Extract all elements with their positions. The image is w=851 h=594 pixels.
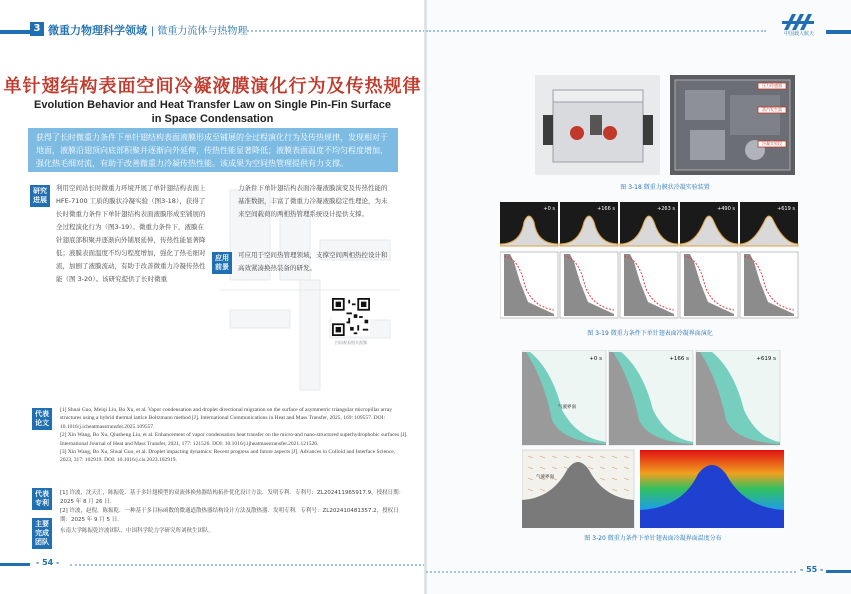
qr-caption: 扫码观看相关视频 bbox=[335, 340, 367, 345]
patent-item: [2] 许波，赵倪，陈振乾．一种基于多目标函数的微通道散热器结构设计方法及散热器．发明专利．专利号：ZL202410481357.2，授权日期：2025 年 9 月 5 日． bbox=[60, 508, 399, 523]
fig19-time-label: +166 s bbox=[597, 206, 615, 212]
references-list bbox=[60, 406, 408, 465]
fig19-time-label: +619 s bbox=[777, 206, 795, 212]
fig19-panel bbox=[500, 202, 800, 322]
fig19-time-label: +490 s bbox=[717, 206, 735, 212]
header-dotted-rule bbox=[240, 30, 425, 34]
chapter-number: 3 bbox=[30, 22, 44, 36]
fig19-time-label: +0 s bbox=[543, 206, 555, 212]
fig18-interior-photo bbox=[670, 75, 795, 175]
fig18-caption: 图 3-18 微重力膜状冷凝实验装置 bbox=[620, 184, 710, 191]
article-title-en-line1: Evolution Behavior and Heat Transfer Law on Single Pin-Fin Surface bbox=[34, 99, 391, 111]
abstract-box: 获得了长时微重力条件下单针翅结构表面液膜形成至铺展的全过程演化行为及传热规律，发现相对于地面，液膜沿翅顶向底部积聚并逐渐向外延伸，传热性能显著降低；液膜表面温度不均匀程度增加，强化热毛细对流，有助于改善微重力冷凝传热性能。该成果为空间热管理提供有力支撑。 bbox=[28, 128, 398, 172]
fig20-gas-liquid-label-2: 气液界面 bbox=[536, 475, 554, 480]
fig19-time-label: +263 s bbox=[657, 206, 675, 212]
page-number-left: - 54 - bbox=[36, 558, 60, 567]
application-tag: 应用前景 bbox=[212, 252, 232, 274]
header-accent-bar-right bbox=[826, 30, 851, 34]
fig20-gas-liquid-label: 气液界面 bbox=[558, 405, 576, 410]
progress-text-continued: 力条件下单针翅结构表面冷凝液膜演变及传热性能的基准数据，丰富了微重力冷凝液膜稳定性理论，为未来空间载荷的两相热管理系统设计提供支撑。 bbox=[238, 184, 388, 218]
reference-item: [2] Xin Wang, Bo Xu, Qiusheng Liu, et al. Enhancement of vapor condensation heat transfer on the micro-and nano-structured superhydrophobic surfaces [J]. International Journal of Heat and Mass Transfer, 2021, 177: 121526. DOI: 10.1016/j.ijheatmasstransfer.2021.121526. bbox=[60, 432, 408, 447]
patents-list bbox=[60, 489, 408, 525]
patents-tag: 代表专利 bbox=[32, 488, 52, 510]
fig20-caption: 图 3-20 微重力条件下单针翅表面冷凝界面温度分布 bbox=[584, 535, 722, 542]
footer-accent-bar-right bbox=[826, 570, 851, 573]
fig18-label-2: 蒸汽发生器 bbox=[762, 107, 782, 112]
patent-item: [1] 许波，沈天汇，陈振乾．基于多针翅模型的双流体换热器结构拓扑优化设计方法．发明专利．专利号：ZL202411965917.9，授权日期：2025 年 8 月 26 日． bbox=[60, 490, 405, 505]
footer-dotted-rule-left bbox=[70, 564, 425, 566]
header-dotted-rule-right bbox=[426, 30, 766, 34]
page-number-right: - 55 - bbox=[800, 565, 824, 574]
reference-item: [3] Xin Wang, Bo Xu, Shuai Guo, et al. Droplet impacting dynamics: Recent progress and future aspects [J]. Advances in Colloid and Interface Science, 2023, 317: 102919. DOI: 10.1016/j.cis.2023.102919. bbox=[60, 449, 396, 464]
fig20-time-label: +166 s bbox=[669, 356, 689, 362]
chapter-title bbox=[48, 22, 247, 38]
apparatus-box-image bbox=[535, 75, 660, 175]
fig19-caption: 图 3-19 微重力条件下单针翅表面冷凝界面演化 bbox=[587, 330, 713, 337]
application-text: 可应用于空间热管理领域，支撑空间两相热控设计和高效紧凑换热装备的研发。 bbox=[238, 251, 388, 272]
fig18-label-1: 压力传感器 bbox=[762, 83, 782, 88]
chapter-title-text: 微重力物理科学领域 bbox=[48, 24, 147, 37]
fig18-apparatus-photo bbox=[535, 75, 660, 175]
team-tag: 主要完成团队 bbox=[32, 518, 52, 549]
fig20-svg bbox=[522, 350, 784, 528]
chapter-subtitle: | 微重力流体与热物理 bbox=[150, 26, 248, 37]
page-gutter bbox=[424, 0, 427, 594]
fig18-label-3: 冷凝实验段 bbox=[762, 141, 782, 146]
team-text: 东南大学陈振乾许波团队、中国科学院力学研究所刘秋生团队。 bbox=[60, 528, 215, 534]
left-page bbox=[0, 0, 425, 594]
reference-item: [1] Shuai Guo, Meiqi Liu, Bo Xu, et al. Vapor condensation and droplet directional migration on the surface of asymmetric triangular micropillar array structures using a hybrid thermal lattice Boltzmann method [J]. International Communications in Heat and Mass Transfer, 2025, 169: 109557. DOI: 10.1016/j.icheatmasstransfer.2025.109557. bbox=[60, 407, 392, 430]
fig20-time-label: +619 s bbox=[756, 356, 776, 362]
apparatus-interior-image bbox=[670, 75, 795, 175]
qr-code[interactable] bbox=[332, 298, 370, 336]
header-accent-bar bbox=[0, 30, 30, 34]
article-title-cn: 单针翅结构表面空间冷凝液膜演化行为及传热规律 bbox=[3, 76, 422, 97]
progress-text: 利用空间站长时微重力环境开展了单针翅结构表面上 HFE-7100 工质的膜状冷凝实验（图3-18），获得了长时微重力条件下单针翅结构表面液膜形成至铺展的全过程演化行为（图3-19）。微重力条件下，液膜在针翅底部积聚并逐渐向外铺展延伸，传热性能显著降低；液膜表面温度不均匀程度增加，强化了热毛细对流，加剧了液膜流动，有助于改善微重力冷凝传热性能（图 3-20）。该研究提供了长时微重 bbox=[56, 184, 206, 283]
logo-caption: 中国载人航天 bbox=[783, 31, 814, 37]
footer-dotted-rule-right bbox=[426, 571, 796, 573]
fig20-time-label: +0 s bbox=[589, 356, 602, 362]
article-title-en bbox=[20, 98, 405, 126]
fig20-panel bbox=[522, 350, 784, 528]
references-tag: 代表论文 bbox=[32, 408, 52, 430]
footer-accent-bar-left bbox=[0, 563, 30, 566]
fig19-svg bbox=[500, 202, 800, 322]
progress-tag: 研究进展 bbox=[30, 185, 50, 207]
article-title-en-line2: in Space Condensation bbox=[151, 113, 274, 125]
